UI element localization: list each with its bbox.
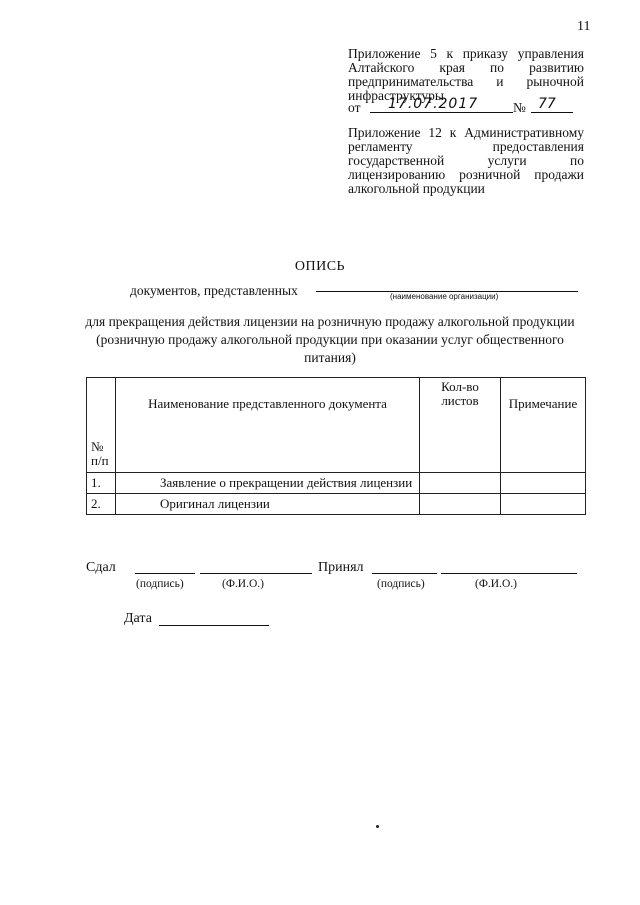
appendix5-header: Приложение 5 к приказу управления Алтайского края по развитию предпринимательства и рыночной инфраструктуры	[348, 46, 584, 103]
docs-presented-label: документов, представленных	[130, 283, 298, 298]
header-doc-name: Наименование представленного документа	[116, 378, 420, 473]
date-label: Дата	[124, 611, 152, 626]
row-doc-name: Заявление о прекращении действия лицензии	[116, 473, 420, 494]
row-doc-name: Оригинал лицензии	[116, 494, 420, 515]
handed-signature-caption: (подпись)	[136, 578, 184, 590]
table-row	[87, 494, 586, 515]
date-field[interactable]	[159, 625, 269, 626]
handed-fio-field[interactable]	[200, 573, 312, 574]
row-sheets-count[interactable]	[420, 473, 501, 494]
header-sheets-count: Кол-во листов	[420, 378, 501, 473]
row-note[interactable]	[501, 494, 586, 515]
ot-label: от	[348, 100, 361, 115]
order-date-handwritten: 17.07.2017	[388, 96, 479, 112]
header-note: Примечание	[501, 378, 586, 473]
scan-speck	[376, 825, 379, 828]
received-signature-caption: (подпись)	[377, 578, 425, 590]
received-signature-field[interactable]	[372, 573, 437, 574]
row-note[interactable]	[501, 473, 586, 494]
number-sign: №	[513, 100, 526, 115]
purpose-text: для прекращения действия лицензии на розничную продажу алкогольной продукции (розничную продажу алкогольной продукции при оказании услуг общественного питания)	[85, 314, 575, 365]
order-number-underline	[531, 112, 573, 113]
row-num: 1.	[87, 473, 116, 494]
handed-signature-field[interactable]	[135, 573, 195, 574]
table-header-row	[87, 378, 586, 473]
documents-table	[86, 377, 586, 515]
organization-caption: (наименование организации)	[390, 292, 499, 301]
header-num: № п/п	[87, 378, 116, 473]
received-fio-field[interactable]	[441, 573, 577, 574]
row-num: 2.	[87, 494, 116, 515]
row-sheets-count[interactable]	[420, 494, 501, 515]
table-row	[87, 473, 586, 494]
received-fio-caption: (Ф.И.О.)	[475, 578, 517, 590]
order-line	[348, 97, 584, 115]
received-label: Принял	[318, 560, 364, 575]
page-number: 11	[577, 19, 591, 34]
order-date-underline	[370, 112, 513, 113]
handed-label: Сдал	[86, 560, 116, 575]
document-title: ОПИСЬ	[294, 259, 346, 274]
appendix12-header: Приложение 12 к Административному регламенту предоставления государственной услуги по лицензированию розничной продажи алкогольной продукции	[348, 125, 584, 196]
signature-section	[80, 557, 600, 637]
handed-fio-caption: (Ф.И.О.)	[222, 578, 264, 590]
order-number-handwritten: 77	[538, 96, 556, 112]
